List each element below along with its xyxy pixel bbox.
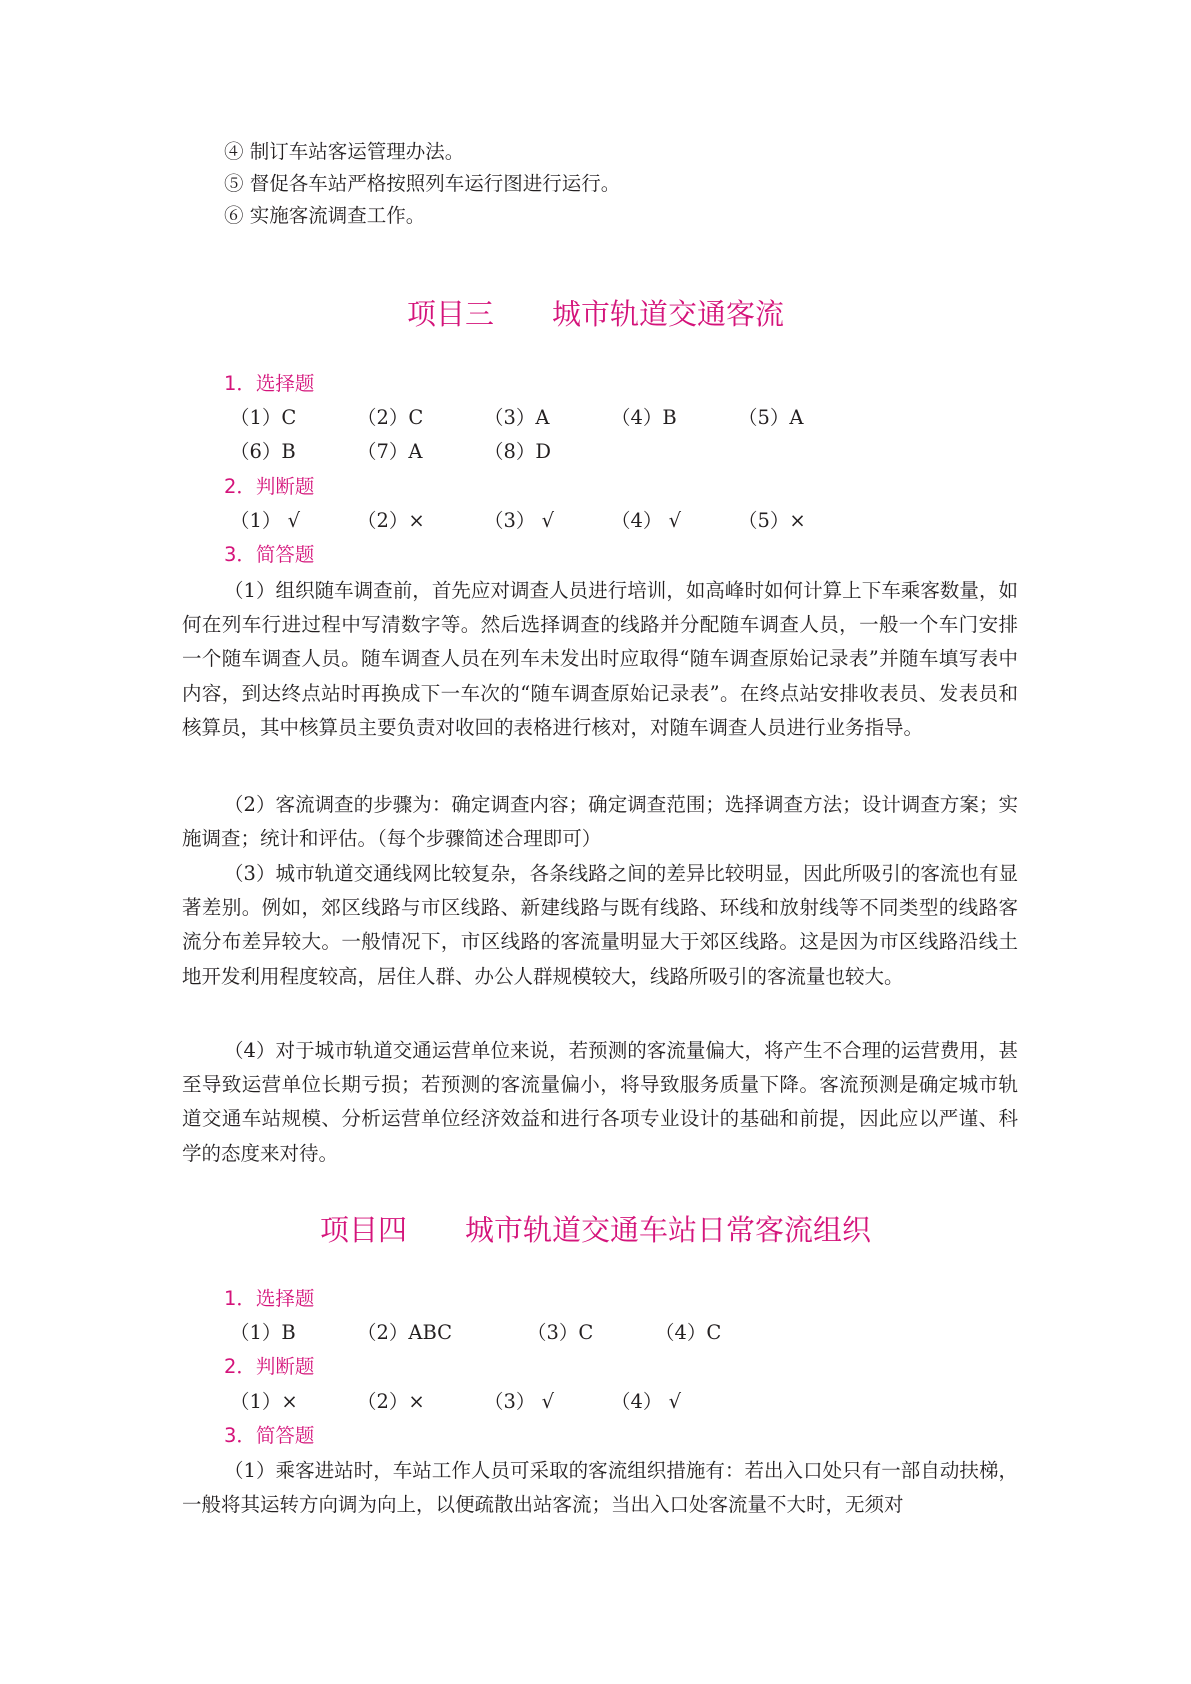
answer-paragraph: （2）客流调查的步骤为：确定调查内容；确定调查范围；选择调查方法；设计调查方案；实施调查；统计和评估。（每个步骤简述合理即可） — [182, 793, 1018, 851]
answer-paragraph: （1）组织随车调查前，首先应对调查人员进行培训，如高峰时如何计算上下车乘客数量，如何在列车行进过程中写清数字等。然后选择调查的线路并分配随车调查人员，一般一个车门安排一个随车调查人员。随车调查人员在列车未发出时应取得“随车调查原始记录表”并随车填写表中内容，到达终点站时再换成下一车次的“随车调查原始记录表”。在终点站安排收表员、发表员和核算员，其中核算员主要负责对收回的表格进行核对，对随车调查人员进行业务指导。 — [182, 579, 1018, 739]
answer-paragraph: （1）乘客进站时，车站工作人员可采取的客流组织措施有：若出入口处只有一部自动扶梯，一般将其运转方向调为向上，以便疏散出站客流；当出入口处客流量不大时，无须对 — [182, 1459, 1018, 1517]
judge-heading: 2．判断题 — [224, 475, 315, 498]
answer-item: （2）× — [357, 1390, 425, 1413]
section-title: 项目三 城市轨道交通客流 — [406, 297, 784, 331]
answer-item: （4）C — [655, 1321, 722, 1344]
answer-item: （3）C — [527, 1321, 594, 1344]
answer-paragraph: （3）城市轨道交通线网比较复杂，各条线路之间的差异比较明显，因此所吸引的客流也有显著差别。例如，郊区线路与市区线路、新建线路与既有线路、环线和放射线等不同类型的线路客流分布差异较大。一般情况下，市区线路的客流量明显大于郊区线路。这是因为市区线路沿线土地开发利用程度较高，居住人群、办公人群规模较大，线路所吸引的客流量也较大。 — [182, 862, 1018, 988]
answer-item: （3） √ — [484, 509, 555, 532]
section-title: 项目四 城市轨道交通车站日常客流组织 — [319, 1213, 871, 1247]
answer-item: （1） √ — [230, 509, 301, 532]
judge-heading: 2．判断题 — [224, 1355, 315, 1378]
answer-item: （2）C — [357, 406, 424, 429]
short-answer-heading: 3．简答题 — [224, 1424, 315, 1447]
choice-heading: 1．选择题 — [224, 372, 315, 395]
list-item: ⑥ 实施客流调查工作。 — [224, 204, 426, 227]
answer-paragraph: （4）对于城市轨道交通运营单位来说，若预测的客流量偏大，将产生不合理的运营费用，甚至导致运营单位长期亏损；若预测的客流量偏小，将导致服务质量下降。客流预测是确定城市轨道交通车站规模、分析运营单位经济效益和进行各项专业设计的基础和前提，因此应以严谨、科学的态度来对待。 — [182, 1039, 1018, 1165]
answer-item: （2）ABC — [357, 1321, 453, 1344]
answer-item: （3） √ — [484, 1390, 555, 1413]
list-item: ④ 制订车站客运管理办法。 — [224, 140, 465, 163]
answer-item: （1）C — [230, 406, 297, 429]
short-answer-heading: 3．简答题 — [224, 543, 315, 566]
answer-item: （1）B — [230, 1321, 296, 1344]
answer-item: （5）A — [738, 406, 804, 429]
answer-item: （7）A — [357, 440, 423, 463]
answer-item: （4） √ — [611, 509, 682, 532]
list-item: ⑤ 督促各车站严格按照列车运行图进行运行。 — [224, 172, 621, 195]
answer-item: （3）A — [484, 406, 550, 429]
answer-item: （2）× — [357, 509, 425, 532]
answer-item: （4）B — [611, 406, 677, 429]
answer-item: （5）× — [738, 509, 806, 532]
answer-item: （6）B — [230, 440, 296, 463]
choice-heading: 1．选择题 — [224, 1287, 315, 1310]
answer-item: （4） √ — [611, 1390, 682, 1413]
answer-item: （1）× — [230, 1390, 298, 1413]
answer-item: （8）D — [484, 440, 552, 463]
